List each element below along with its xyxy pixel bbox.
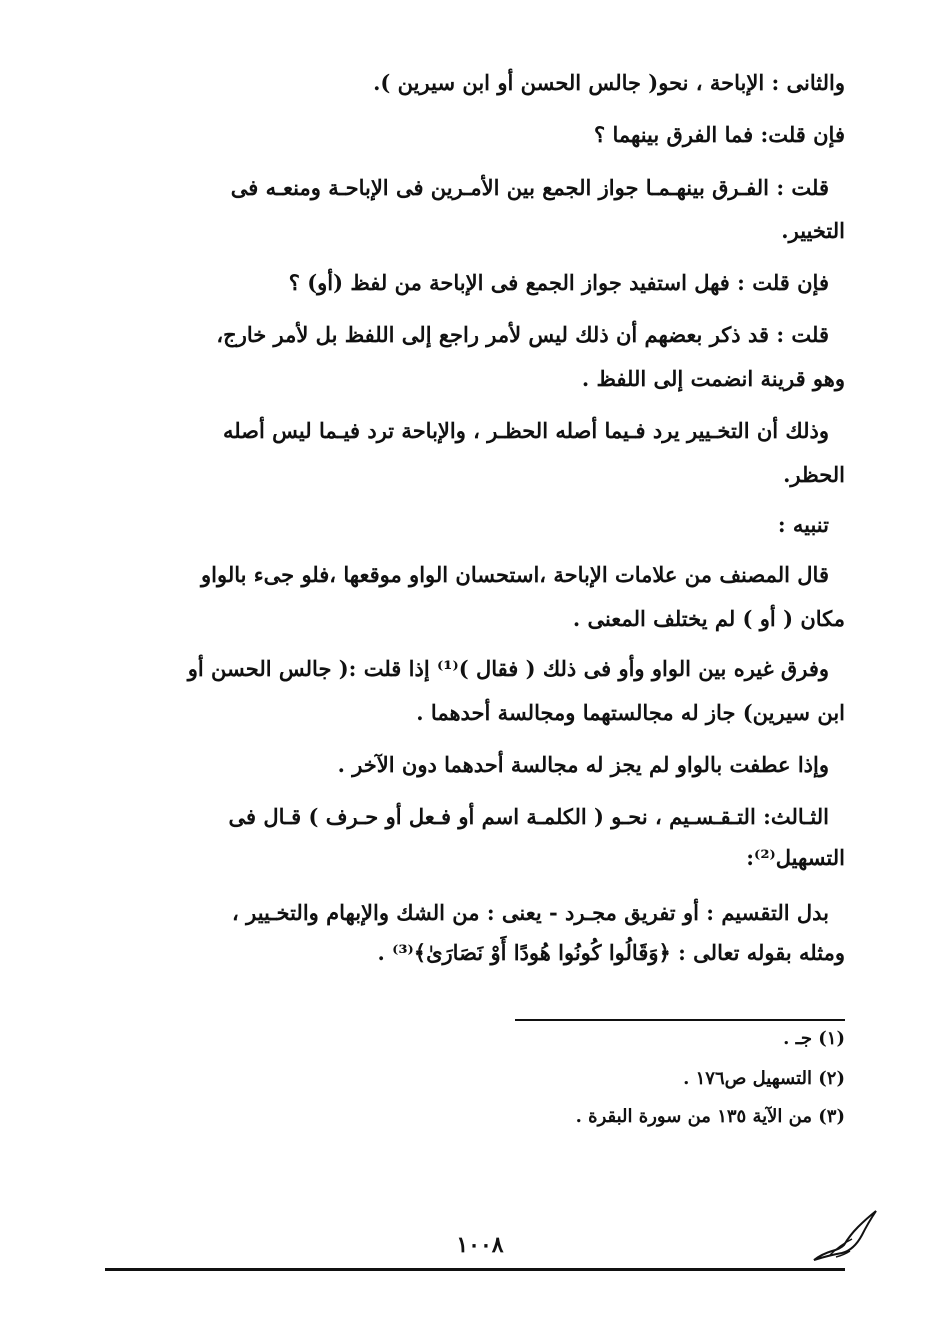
text-line: ابن سيرين) جاز له مجالستهما ومجالسة أحدهما . [416, 700, 845, 725]
text-line: وفرق غيره بين الواو وأو فى ذلك ( فقال )⁽¹⁾ إذا قلت :( جالس الحسن أو [187, 656, 829, 681]
footnote-1: (١) جـ . [783, 1028, 845, 1049]
text-line: التخيير. [781, 218, 845, 243]
quill-ornament-icon [810, 1205, 880, 1265]
text-line: فإن قلت : فهل استفيد جواز الجمع فى الإباحة من لفظ (أو) ؟ [288, 270, 829, 295]
text-line: وهو قرينة انضمت إلى اللفظ . [581, 366, 845, 391]
footnote-3: (٣) من الآية ١٣٥ من سورة البقرة . [575, 1106, 845, 1127]
text-line: بدل التقسيم : أو تفريق مجـرد - يعنى : من الشك والإبهام والتخـيير ، [232, 900, 829, 925]
text-line: قلت : الفـرق بينهـمـا جواز الجمع بين الأمـرين فى الإباحـة ومنعـه فى [230, 175, 829, 200]
text-line: وإذا عطفت بالواو لم يجز له مجالسة أحدهما دون الآخر . [337, 752, 829, 777]
footnote-2: (٢) التسهيل ص١٧٦ . [683, 1068, 845, 1089]
text-line: مكان ( أو ) لم يختلف المعنى . [572, 606, 845, 631]
text-line: وذلك أن التخـيير يرد فـيما أصله الحظـر ، والإباحة ترد فيـما ليس أصله [222, 418, 829, 443]
quran-quote-line: ومثله بقوله تعالى : ﴿وَقَالُوا كُونُوا هُودًا أَوْ نَصَارَىٰ﴾⁽³⁾ . [377, 940, 845, 965]
text-line: والثانى : الإباحة ، نحو( جالس الحسن أو ابن سيرين ). [373, 70, 845, 95]
text-line: الثـالث: التـقـسـيم ، نحـو ( الكلمـة اسم أو فـعل أو حـرف ) قـال فى [228, 804, 829, 829]
text-line: قلت : قد ذكر بعضهم أن ذلك ليس لأمر راجع إلى اللفظ بل لأمر خارج، [216, 322, 829, 347]
text-line: الحظر. [783, 462, 845, 487]
text-line: قال المصنف من علامات الإباحة ،استحسان الواو موقعها ،فلو جىء بالواو [201, 562, 829, 587]
section-heading: تنبيه : [777, 512, 829, 537]
text-line: فإن قلت: فما الفرق بينهما ؟ [594, 122, 845, 147]
page-number: ١٠٠٨ [456, 1232, 504, 1258]
bottom-rule [105, 1268, 845, 1271]
text-line: التسهيل⁽²⁾: [746, 845, 845, 870]
footnote-separator [515, 1019, 845, 1021]
